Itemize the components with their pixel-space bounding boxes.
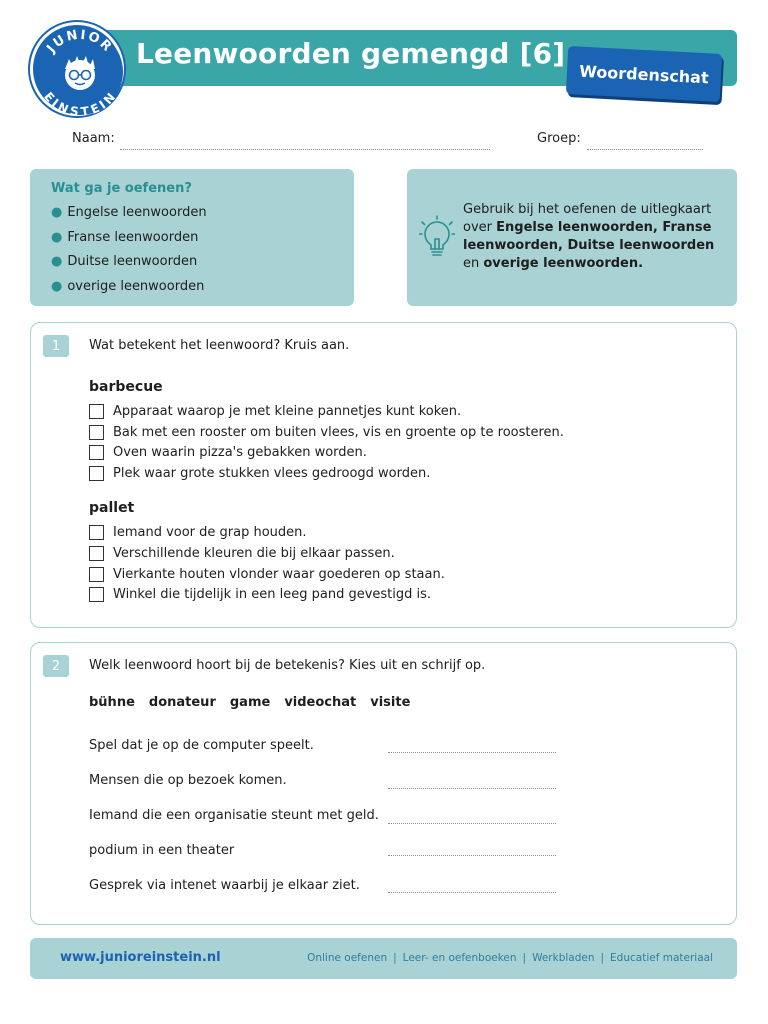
separator: | bbox=[522, 952, 527, 964]
checkbox[interactable] bbox=[89, 546, 104, 561]
word-choices bbox=[89, 695, 410, 710]
definition: podium in een theater bbox=[89, 843, 235, 858]
tip-box bbox=[407, 169, 737, 306]
separator: | bbox=[600, 952, 605, 964]
page-title: Leenwoorden gemengd [6] bbox=[136, 37, 566, 70]
junior-einstein-logo bbox=[30, 22, 124, 119]
definition: Iemand die een organisatie steunt met geld. bbox=[89, 808, 379, 823]
practice-box bbox=[30, 169, 354, 306]
tip-text: Gebruik bij het oefenen de uitlegkaart over Engelse leenwoorden, Franse leenwoorden, Duitse leenwoorden en overige leenwoorden. bbox=[463, 202, 715, 271]
answer-option[interactable]: Winkel die tijdelijk in een leeg pand gevestigd is. bbox=[89, 587, 431, 602]
footer bbox=[30, 938, 737, 979]
loanword: barbecue bbox=[89, 379, 163, 395]
lightbulb-icon bbox=[419, 215, 455, 261]
word-choice: game bbox=[229, 695, 271, 710]
answer-option[interactable]: Plek waar grote stukken vlees gedroogd worden. bbox=[89, 466, 430, 481]
definition: Spel dat je op de computer speelt. bbox=[89, 738, 314, 753]
group-label: Groep: bbox=[537, 131, 581, 146]
answer-field[interactable] bbox=[388, 752, 556, 753]
definition: Gesprek via intenet waarbij je elkaar ziet. bbox=[89, 878, 360, 893]
practice-item: ● Engelse leenwoorden bbox=[51, 205, 207, 220]
practice-item: ● Duitse leenwoorden bbox=[51, 254, 198, 269]
exercise-number: 2 bbox=[43, 655, 69, 677]
separator: | bbox=[393, 952, 397, 964]
loanword: pallet bbox=[89, 500, 135, 516]
practice-list bbox=[51, 205, 207, 303]
answer-field[interactable] bbox=[388, 823, 556, 824]
logo-text-bottom: EINSTEIN bbox=[41, 89, 119, 119]
answer-option[interactable]: Iemand voor de grap houden. bbox=[89, 525, 307, 540]
exercise-number: 1 bbox=[43, 335, 69, 357]
answer-option[interactable]: Apparaat waarop je met kleine pannetjes kunt koken. bbox=[89, 404, 461, 419]
exercise-1 bbox=[30, 322, 737, 628]
checkbox[interactable] bbox=[89, 587, 104, 602]
answer-option[interactable]: Verschillende kleuren die bij elkaar passen. bbox=[89, 546, 395, 561]
footer-link[interactable]: Werkbladen bbox=[532, 952, 595, 964]
checkbox[interactable] bbox=[89, 404, 104, 419]
checkbox[interactable] bbox=[89, 525, 104, 540]
answer-option[interactable]: Bak met een rooster om buiten vlees, vis en groente op te roosteren. bbox=[89, 425, 564, 440]
word-choice: visite bbox=[370, 695, 411, 710]
answer-field[interactable] bbox=[388, 788, 556, 789]
category-badge: Woordenschat bbox=[566, 46, 722, 102]
checkbox[interactable] bbox=[89, 466, 104, 481]
word-choice: videochat bbox=[284, 695, 357, 710]
exercise-question: Welk leenwoord hoort bij de betekenis? Kies uit en schrijf op. bbox=[89, 658, 486, 673]
footer-link[interactable]: Online oefenen bbox=[307, 952, 388, 964]
definition: Mensen die op bezoek komen. bbox=[89, 773, 287, 788]
checkbox[interactable] bbox=[89, 425, 104, 440]
name-field[interactable] bbox=[120, 149, 490, 150]
word-choice: bühne bbox=[89, 695, 135, 710]
practice-heading: Wat ga je oefenen? bbox=[51, 181, 192, 196]
logo-text-top: JUNIOR bbox=[44, 27, 116, 56]
practice-item: ● overige leenwoorden bbox=[51, 278, 205, 294]
footer-links bbox=[307, 952, 713, 964]
name-label: Naam: bbox=[72, 131, 115, 146]
footer-link[interactable]: Leer- en oefenboeken bbox=[402, 952, 517, 964]
footer-link[interactable]: Educatief materiaal bbox=[610, 952, 713, 964]
practice-item: ● Franse leenwoorden bbox=[51, 229, 199, 245]
group-field[interactable] bbox=[587, 149, 703, 150]
answer-option[interactable]: Vierkante houten vlonder waar goederen op staan. bbox=[89, 567, 445, 582]
answer-field[interactable] bbox=[388, 855, 556, 856]
exercise-2 bbox=[30, 642, 737, 925]
answer-option[interactable]: Oven waarin pizza's gebakken worden. bbox=[89, 445, 367, 460]
checkbox[interactable] bbox=[89, 445, 104, 460]
checkbox[interactable] bbox=[89, 567, 104, 582]
exercise-question: Wat betekent het leenwoord? Kruis aan. bbox=[89, 338, 350, 353]
word-choice: donateur bbox=[148, 695, 216, 710]
website-link[interactable]: www.junioreinstein.nl bbox=[60, 950, 221, 965]
answer-field[interactable] bbox=[388, 892, 556, 893]
